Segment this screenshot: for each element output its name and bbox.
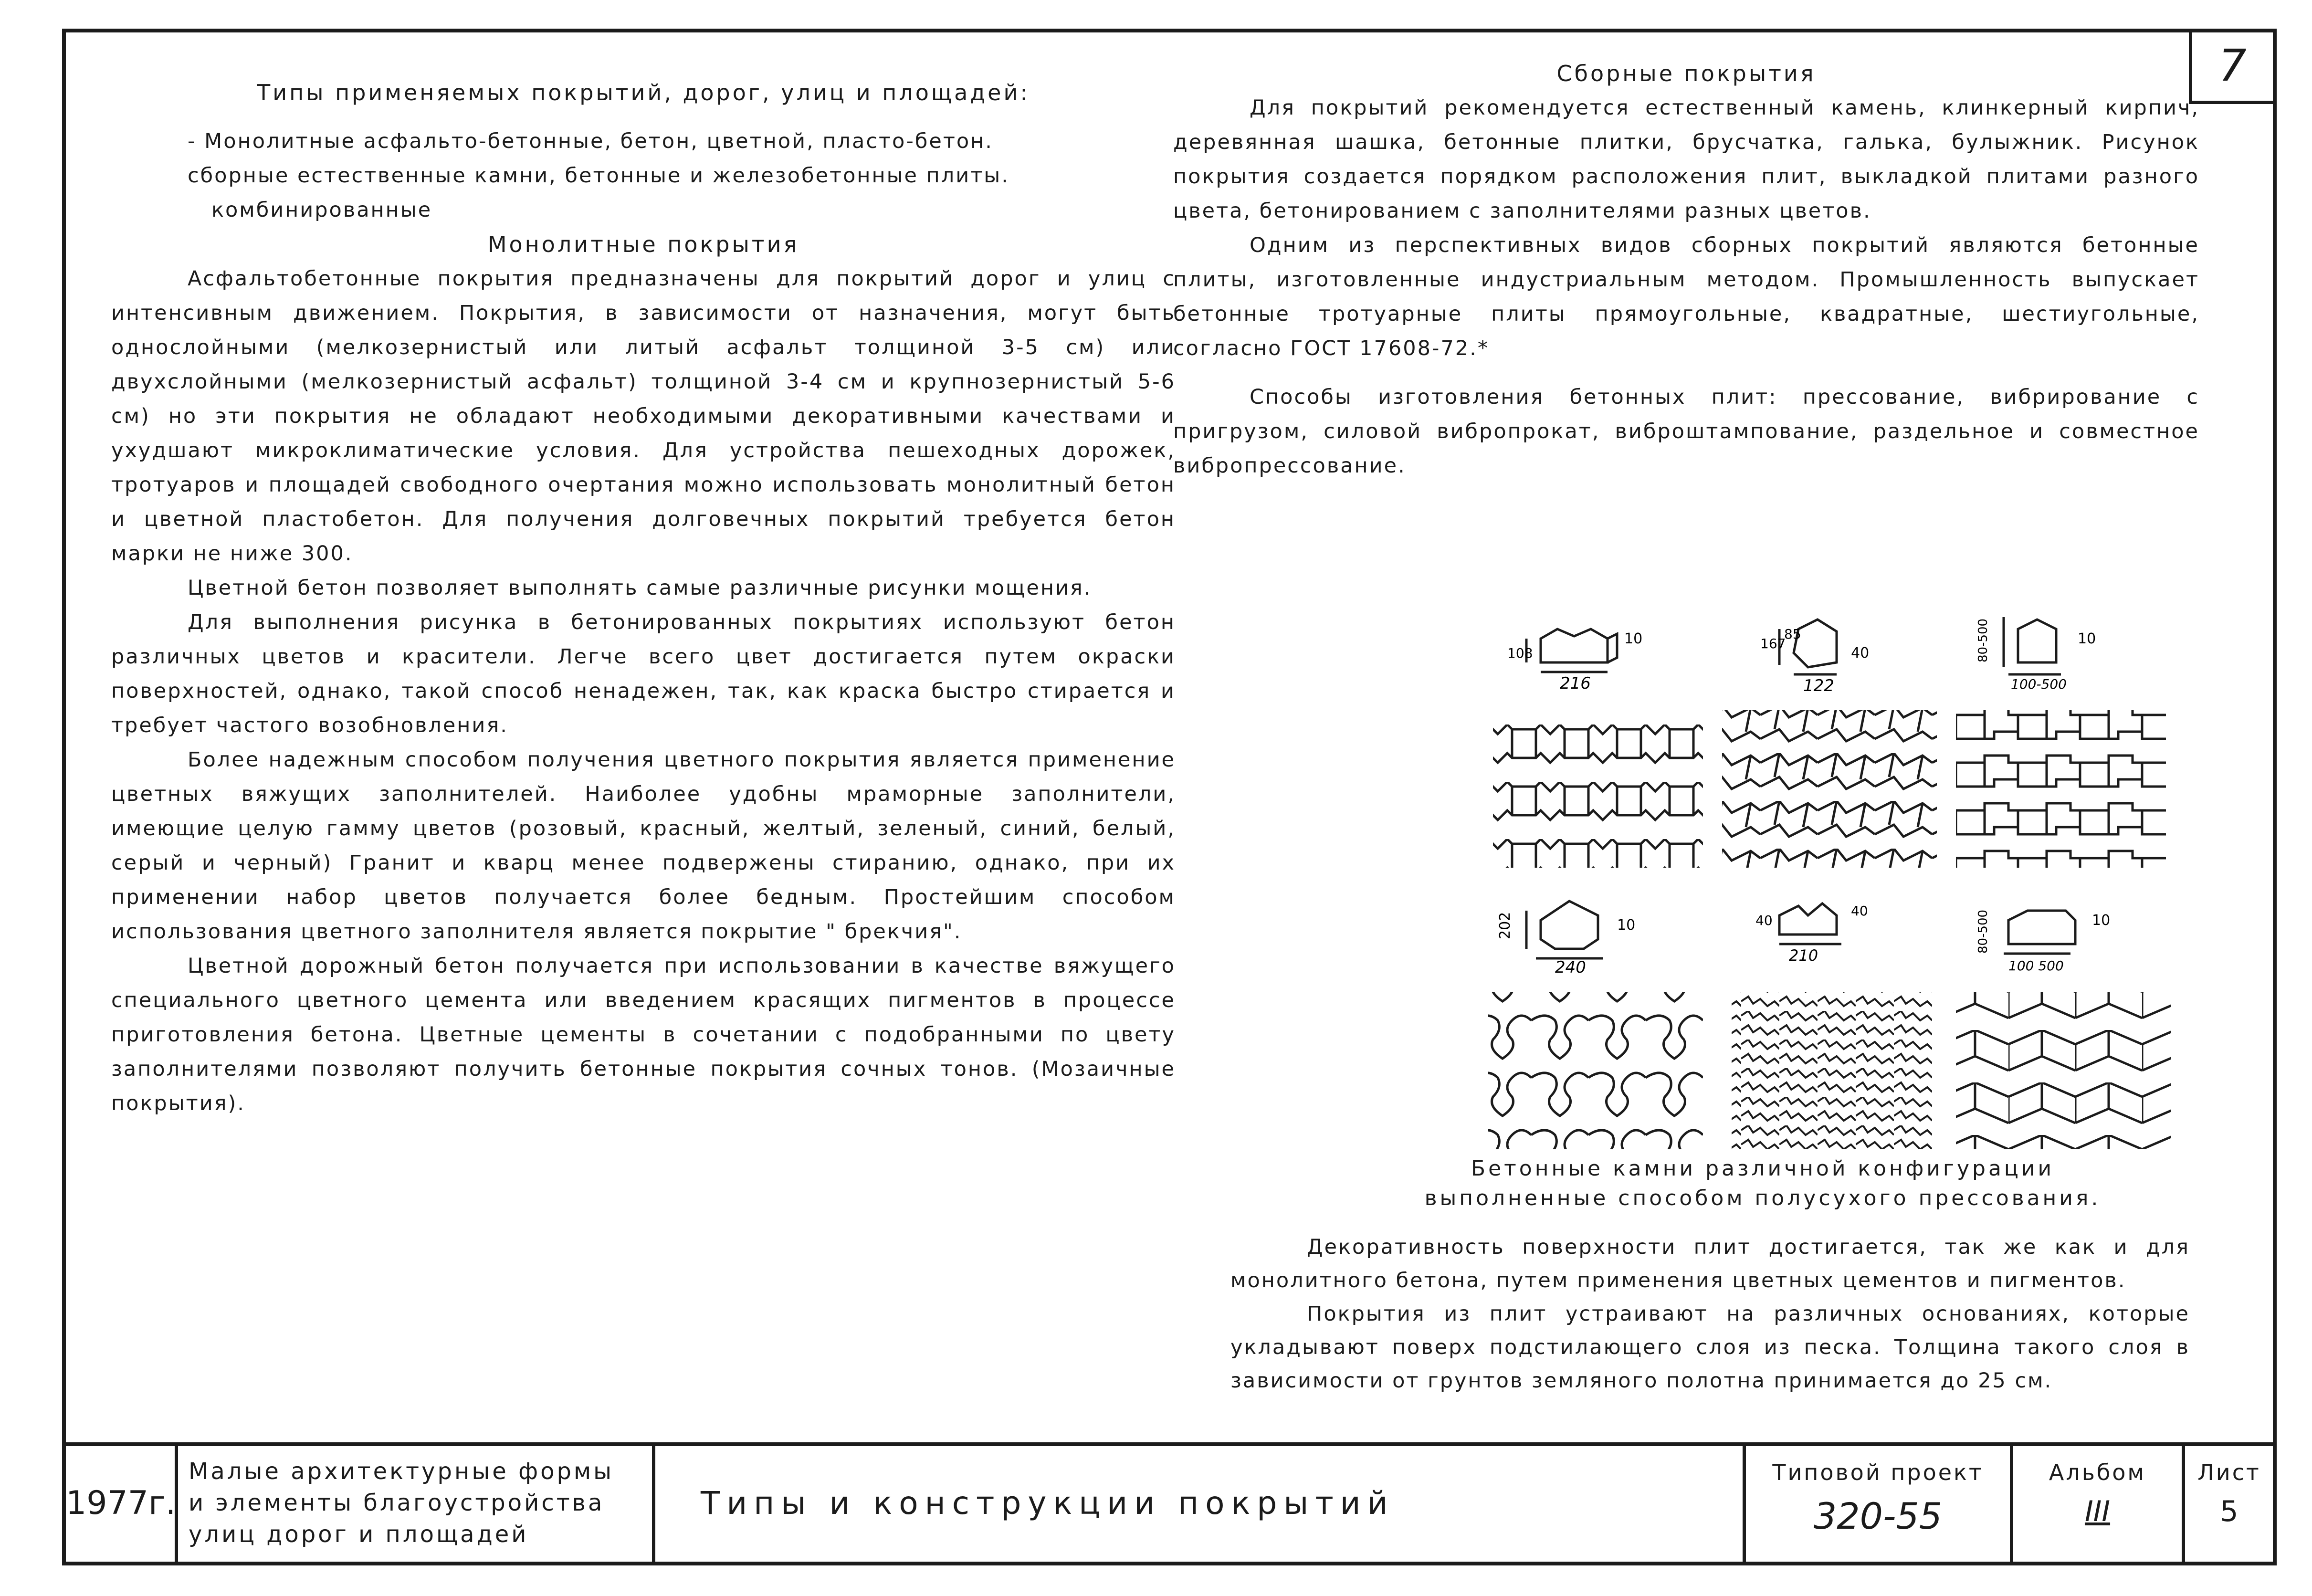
paragraph: Асфальтобетонные покрытия предназначены для покрытий дорог и улиц с интенсивным движением. Покрытия, в зависимости от назначения, могут быть однослойными (мелкозернистый или литый асфальт толщиной 3-5 см) или двухслойными (мелкозернистый асфальт) толщиной 3-4 см и крупнозернистый 5-6 см) но эти покрытия не обладают необходимыми декоративными качествами и ухудшают микроклиматические условия. Для устройства пешеходных дорожек, тротуаров и площадей свободного очертания можно использовать монолитный бетон и цветной пластобетон. Для получения долговечных покрытий требуется бетон марки не ниже 300.: [111, 267, 1176, 566]
sheet-label: Лист: [2197, 1460, 2261, 1485]
dim-label: 80-500: [1976, 618, 1990, 662]
dim-label: 10: [1617, 917, 1636, 934]
pattern-stone-5: [1732, 992, 1932, 1149]
org-line: улиц дорог и площадей: [189, 1521, 529, 1548]
album-label: Альбом: [2049, 1460, 2146, 1485]
dim-label: 108: [1507, 645, 1533, 661]
pattern-stone-4: [1488, 992, 1703, 1149]
dim-label: 100 500: [2008, 958, 2064, 974]
prefab-heading: Сборные покрытия: [1556, 61, 1816, 86]
dim-label: 10: [2078, 630, 2096, 647]
dim-label: 216: [1560, 674, 1591, 693]
paragraph: Покрытия из плит устраивают на различных основаниях, которые укладывают поверх подстилающего слоя из песка. Толщина такого слоя в зависимости от грунтов земляного полотна принимается до 25 см.: [1230, 1302, 2190, 1393]
paragraph: Одним из перспективных видов сборных покрытий являются бетонные плиты, изготовленные индустриальным методом. Промышленность выпускает бетонные тротуарные плиты прямоугольные, квадратные, шестиугольные, согласно ГОСТ 17608-72.*: [1173, 233, 2199, 360]
paragraph: Декоративность поверхности плит достигается, так же как и для монолитного бетона, путем применения цветных цементов и пигментов.: [1230, 1235, 2190, 1292]
right-column-lower: [1230, 1230, 2190, 1397]
dim-label: 167: [1760, 636, 1786, 651]
org-line: и элементы благоустройства: [189, 1490, 605, 1516]
album-number: III: [2084, 1495, 2111, 1528]
dim-label: 40: [1851, 645, 1870, 662]
project-label: Типовой проект: [1772, 1460, 1984, 1485]
types-item: сборные естественные камни, бетонные и железобетонные плиты.: [188, 164, 1009, 188]
monolith-heading: Монолитные покрытия: [487, 231, 799, 257]
project-cell: [1746, 1446, 2013, 1562]
year: 1977г.: [66, 1446, 178, 1562]
paragraph: Цветной дорожный бетон получается при использовании в качестве вяжущего специального цветного цемента или введением красящих пигментов в процессе приготовления бетона. Цветные цементы в сочетании с подобранными по цвету заполнителями позволяют получить бетонные покрытия сочных тонов. (Мозаичные покрытия).: [111, 954, 1176, 1115]
sheet-number: 5: [2220, 1495, 2238, 1528]
stone-type-1-detail: [1526, 629, 1617, 672]
dim-label: 100-500: [2011, 676, 2067, 692]
figure-caption: [1345, 1154, 2180, 1213]
dim-label: 85: [1784, 626, 1801, 642]
dim-label: 10: [1624, 630, 1643, 647]
paragraph: Для выполнения рисунка в бетонированных покрытиях используют бетон различных цветов и красители. Легче всего цвет достигается путем окраски поверхностей, однако, такой способ ненадежен, так, как краска быстро стирается и требует частого возобновления.: [111, 610, 1176, 737]
stone-type-4-detail: [1526, 901, 1603, 958]
stone-type-6-detail: [2004, 911, 2075, 954]
org-line: Малые архитектурные формы: [189, 1458, 614, 1485]
project-number: 320-55: [1813, 1495, 1943, 1537]
pattern-stone-6: [1956, 992, 2171, 1149]
dim-label: 80-500: [1976, 909, 1990, 954]
paving-stones-figure: [1474, 610, 2175, 1154]
paragraph: Способы изготовления бетонных плит: прессование, вибрирование с пригрузом, силовой вибропрокат, виброштампование, раздельное и совместное вибропрессование.: [1173, 385, 2199, 478]
dim-label: 240: [1555, 958, 1586, 977]
page-number: 7: [2189, 32, 2273, 104]
organization: [178, 1446, 655, 1562]
drawing-sheet: [62, 29, 2277, 1565]
pattern-stone-3: [1956, 710, 2166, 868]
dim-label: 210: [1789, 946, 1818, 965]
right-column: [1173, 56, 2199, 483]
types-item: - Монолитные асфальто-бетонные, бетон, цветной, пласто-бетон.: [188, 129, 993, 153]
dim-label: 40: [1755, 913, 1773, 928]
left-column: [111, 75, 1176, 1121]
sheet-cell: [2185, 1446, 2273, 1562]
stone-type-3-detail: [2004, 617, 2061, 674]
album-cell: [2013, 1446, 2185, 1562]
dim-label: 202: [1497, 912, 1513, 939]
dim-label: 122: [1803, 676, 1834, 695]
types-item: комбинированные: [211, 198, 432, 222]
title-block: [66, 1442, 2273, 1562]
paragraph: Цветной бетон позволяет выполнять самые различные рисунки мощения.: [188, 576, 1092, 600]
dim-label: 10: [2092, 912, 2111, 929]
figure-caption-line: выполненные способом полусухого прессования.: [1424, 1186, 2101, 1210]
figure-caption-line: Бетонные камни различной конфигурации: [1471, 1156, 2055, 1181]
drawing-title: Типы и конструкции покрытий: [655, 1446, 1746, 1562]
dim-label: 40: [1851, 903, 1868, 919]
types-heading: Типы применяемых покрытий, дорог, улиц и площадей:: [257, 80, 1030, 105]
pattern-stone-2: [1722, 710, 1937, 868]
paragraph: Для покрытий рекомендуется естественный камень, клинкерный кирпич, деревянная шашка, бетонные плитки, брусчатка, галька, булыжник. Рисунок покрытия создается порядком расположения плит, выкладкой плитами разного цвета, бетонированием с заполнителями разных цветов.: [1173, 96, 2199, 223]
paragraph: Более надежным способом получения цветного покрытия является применение цветных вяжущих заполнителей. Наиболее удобны мраморные заполнители, имеющие целую гамму цветов (розовый, красный, желтый, зеленый, синий, белый, серый и черный) Гранит и кварц менее подвержены стиранию, однако, при их применении набор цветов получается более бедным. Простейшим способом использования цветного заполнителя является покрытие " брекчия".: [111, 748, 1176, 944]
stone-type-5-detail: [1779, 903, 1841, 944]
pattern-stone-1: [1493, 710, 1703, 868]
